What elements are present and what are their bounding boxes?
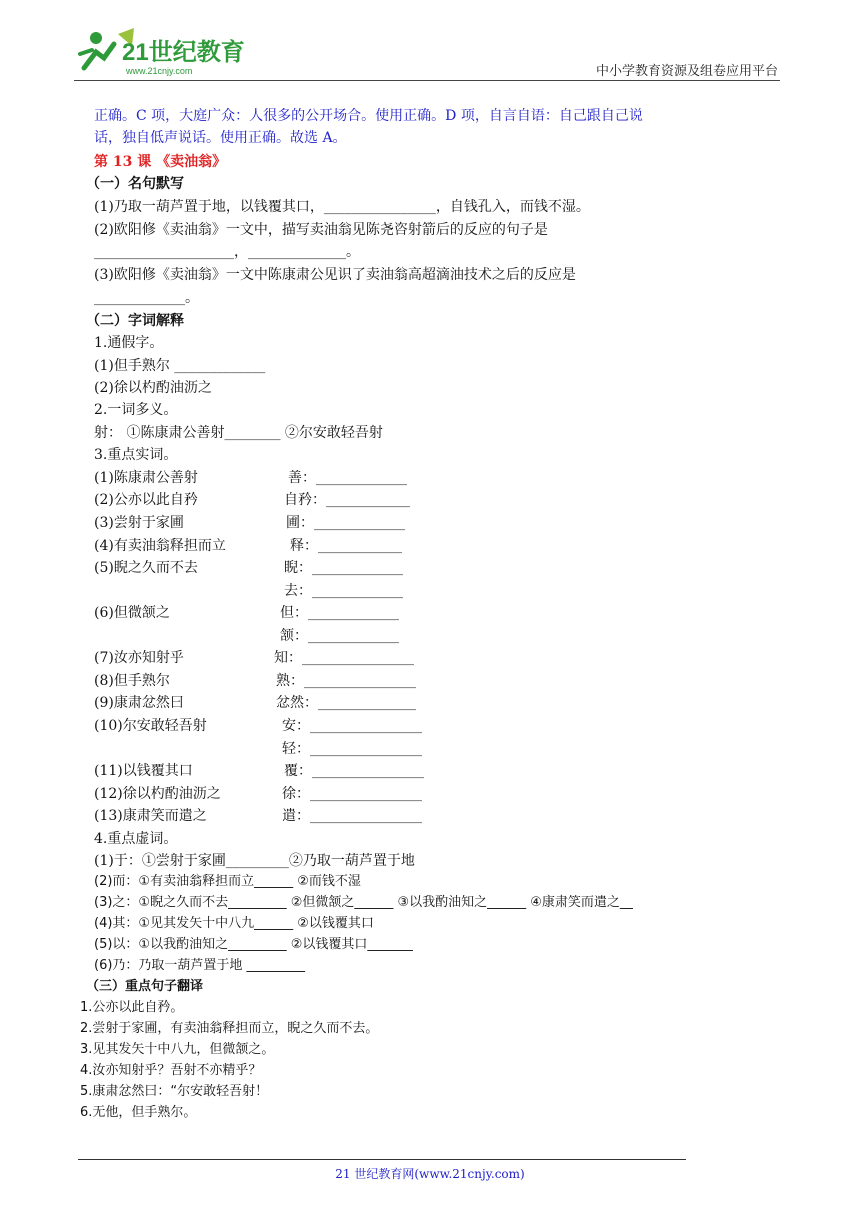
sec3-line-4: 4.汝亦知射乎？吾射不亦精乎？ (80, 1063, 262, 1078)
platform-name: 中小学教育资源及组卷应用平台 (595, 64, 778, 79)
xuci-line-6: (6)乃：乃取一葫芦置于地 _________ (94, 958, 306, 973)
sec2-line-1: 1.通假字。 (94, 335, 164, 351)
word-answer: 轻：________________ (282, 741, 422, 757)
section-2-title: （二）字词解释 (86, 313, 184, 329)
word-answer: 遣：________________ (282, 808, 422, 824)
word-answer: 熟：________________ (276, 673, 416, 689)
sec2-line-4: 2.一词多义。 (94, 402, 178, 418)
sec1-line-2: (2)欧阳修《卖油翁》一文中，描写卖油翁见陈尧咨射箭后的反应的句子是 (94, 222, 548, 238)
word-question: (13)康肃笑而遣之 (94, 808, 207, 824)
section-3-title: （三）重点句子翻译 (86, 979, 204, 994)
xuci-title: 4.重点虚词。 (94, 831, 178, 847)
word-question: (5)睨之久而不去 (94, 560, 198, 576)
xuci-line-2: (2)而：①有卖油翁释担而立______ ②而钱不湿 (94, 874, 361, 889)
word-question: (7)汝亦知射乎 (94, 650, 184, 666)
word-answer: 徐：________________ (282, 786, 422, 802)
word-answer: 善：_____________ (288, 470, 407, 486)
word-answer: 覆：________________ (284, 763, 424, 779)
word-question: (1)陈康肃公善射 (94, 470, 198, 486)
word-question: (3)尝射于家圃 (94, 515, 184, 531)
lesson-title: 第 13 课 《卖油翁》 (94, 154, 227, 170)
word-answer: 自矜：____________ (284, 492, 410, 508)
word-question: (10)尔安敢轻吾射 (94, 718, 207, 734)
xuci-line-3: (3)之：①睨之久而不去_________ ②但微颔之______ ③以我酌油知之______ ④康肃笑而遣之__ (94, 895, 633, 910)
word-answer: 但：_____________ (280, 605, 399, 621)
xuci-line-4: (4)其：①见其发矢十中八九______ ②以钱覆其口 (94, 916, 374, 931)
xuci-line-1: (1)于：①尝射于家圃_________②乃取一葫芦置于地 (94, 853, 415, 869)
footer-link[interactable]: 21 世纪教育网(www.21cnjy.com) (335, 1167, 525, 1181)
xuci-line-5: (5)以：①以我酌油知之_________ ②以钱覆其口_______ (94, 937, 413, 952)
word-question: (11)以钱覆其口 (94, 763, 193, 779)
sec3-line-5: 5.康肃忿然曰：“尔安敢轻吾射！ (80, 1084, 269, 1099)
sec1-line-5: _____________。 (94, 290, 199, 306)
word-answer: 圃：_____________ (286, 515, 405, 531)
word-answer: 安：________________ (282, 718, 422, 734)
answer-line-1: 正确。C 项，大庭广众：人很多的公开场合。使用正确。D 项，自言自语：自己跟自己说 (94, 108, 643, 124)
word-question: (9)康肃忿然曰 (94, 695, 184, 711)
word-question: (12)徐以杓酌油沥之 (94, 786, 221, 802)
word-answer: 颔：_____________ (280, 628, 399, 644)
word-question: (6)但微颔之 (94, 605, 170, 621)
logo-subtext: www.21cnjy.com (126, 66, 193, 76)
sec2-line-2: (1)但手熟尔 _____________ (94, 358, 266, 374)
sec2-line-5: 射： ①陈康肃公善射________ ②尔安敢轻吾射 (94, 425, 383, 441)
footer-divider (78, 1159, 686, 1160)
word-question: (4)有卖油翁释担而立 (94, 538, 226, 554)
logo-text: 21世纪教育 (122, 39, 244, 66)
site-logo (74, 24, 244, 78)
word-answer: 释：____________ (290, 538, 402, 554)
sec3-line-3: 3.见其发矢十中八九，但微颔之。 (80, 1042, 275, 1057)
sec3-line-2: 2.尝射于家圃，有卖油翁释担而立，睨之久而不去。 (80, 1021, 379, 1036)
word-answer: 睨：_____________ (284, 560, 403, 576)
word-answer: 知：________________ (274, 650, 414, 666)
word-question: (2)公亦以此自矜 (94, 492, 198, 508)
word-answer: 去：_____________ (284, 583, 403, 599)
sec3-line-1: 1.公亦以此自矜。 (80, 1000, 184, 1015)
sec1-line-1: (1)乃取一葫芦置于地，以钱覆其口，________________，自钱孔入，而钱不湿。 (94, 199, 590, 215)
sec1-line-4: (3)欧阳修《卖油翁》一文中陈康肃公见识了卖油翁高超滴油技术之后的反应是 (94, 267, 576, 283)
word-question: (8)但手熟尔 (94, 673, 170, 689)
section-1-title: （一）名句默写 (86, 176, 184, 192)
sec3-line-6: 6.无他，但手熟尔。 (80, 1105, 197, 1120)
sec2-line-3: (2)徐以杓酌油沥之 (94, 380, 212, 396)
sec1-line-3: ____________________，______________。 (94, 244, 360, 260)
answer-line-2: 话，独自低声说话。使用正确。故选 A。 (94, 130, 347, 146)
word-answer: 忿然：______________ (276, 695, 416, 711)
sec2-line-6: 3.重点实词。 (94, 447, 178, 463)
header-divider (74, 80, 780, 81)
